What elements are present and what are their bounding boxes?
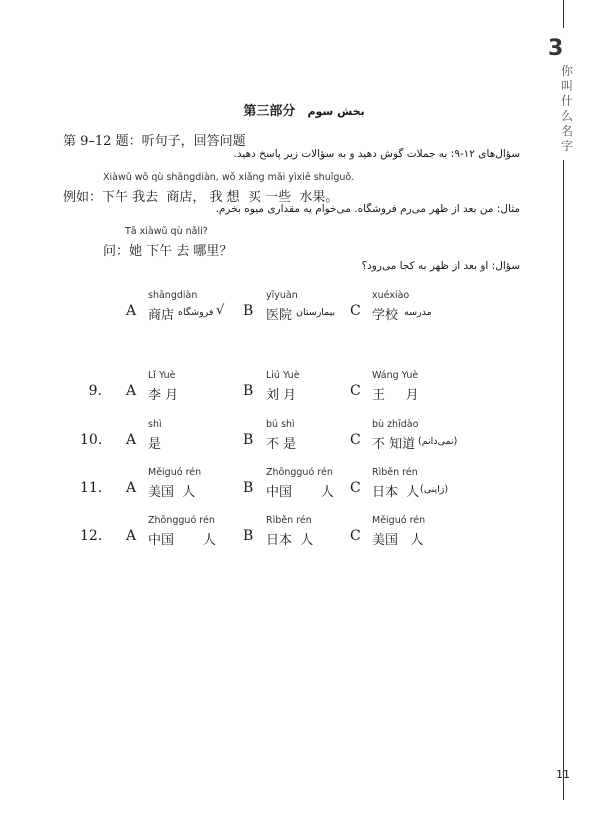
q10-a-pinyin: shì [148,419,162,430]
q12-a-pinyin: Zhōngguó rén [148,515,215,526]
q9-a-pinyin: Lǐ Yuè [148,370,176,381]
example-option-c-fa: مدرسه [404,307,432,318]
question-number: 9. [88,383,102,399]
chapter-title-char: 什 [560,94,573,108]
check-mark: √ [216,303,225,318]
section-title-fa: بخش سوم [307,105,365,118]
q11-c-zh: 日本 人 [372,485,420,500]
q11-c-fa: (ژاپنی) [420,484,449,495]
q11-a-zh: 美国 人 [148,485,196,500]
instructions-zh: 第 9–12 题：听句子，回答问题 [63,134,246,149]
example-option-b-pinyin: yīyuàn [266,290,298,301]
q10-c-zh: 不 知道 [372,437,416,452]
section-heading [0,100,608,119]
example-option-c-zh: 学校 [372,308,399,323]
question-number: 10. [80,432,103,448]
chapter-title-char: 么 [560,109,573,123]
q9-a-zh: 李 月 [148,388,179,403]
example-option-b-fa: بیمارستان [296,307,336,318]
q10-c-pinyin: bù zhīdào [372,419,419,430]
example-question-pinyin: Tā xiàwǔ qù nǎli? [125,226,208,237]
chapter-title-char: 叫 [560,79,573,93]
q12-b-pinyin: Rìběn rén [266,515,312,526]
q10-c-letter: C [350,432,361,448]
example-fa: مثال: من بعد از ظهر می‌رم فروشگاه. می‌خوام یه مقداری میوه بخرم. [215,203,520,215]
q11-c-pinyin: Rìběn rén [372,467,418,478]
q9-c-letter: C [350,383,361,399]
chapter-title-char: 名 [560,124,573,138]
q11-b-letter: B [243,480,254,496]
q11-b-zh: 中国 人 [266,485,334,500]
q10-c-fa: (نمی‌دانم) [418,436,458,447]
q11-a-pinyin: Měiguó rén [148,467,202,478]
question-number: 12. [80,528,103,544]
example-option-c-pinyin: xuéxiào [372,290,410,301]
example-pinyin: Xiàwǔ wǒ qù shāngdiàn, wǒ xiǎng mǎi yìxiē shuǐguǒ. [103,172,355,183]
page-number: 11 [556,768,570,781]
q9-b-zh: 刘 月 [266,388,297,403]
q11-a-letter: A [126,480,137,496]
q12-b-zh: 日本 人 [266,533,314,548]
q12-a-letter: A [126,528,137,544]
q11-c-letter: C [350,480,361,496]
q9-c-pinyin: Wáng Yuè [372,370,419,381]
instructions-fa: سؤال‌های ۱۲-۹: به جملات گوش دهید و به سؤالات زیر پاسخ دهید. [233,148,520,160]
example-question-zh: 她 下午 去 哪里？ [129,244,233,259]
q9-a-letter: A [126,383,137,399]
example-option-c-letter: C [350,303,361,319]
chapter-number: 3 [548,36,564,61]
q12-c-zh: 美国 人 [372,533,424,548]
question-number: 11. [80,480,103,496]
example-question-label: 问： [103,244,130,259]
example-option-a-fa: فروشگاه [178,307,214,318]
example-question [103,240,232,259]
q12-a-zh: 中国 人 [148,533,216,548]
chapter-title-char: 你 [560,64,573,78]
q10-a-letter: A [126,432,137,448]
q12-c-pinyin: Měiguó rén [372,515,426,526]
q10-b-pinyin: bú shì [266,419,295,430]
side-rule-bottom [563,160,564,800]
section-title-zh: 第三部分 [243,104,296,119]
q10-b-zh: 不 是 [266,437,297,452]
q12-b-letter: B [243,528,254,544]
example-option-a-letter: A [126,303,137,319]
example-option-a-zh: 商店 [148,308,175,323]
example-question-fa: سؤال: او بعد از ظهر به کجا می‌رود؟ [361,260,520,272]
q10-a-zh: 是 [148,437,162,452]
example-option-b-zh: 医院 [266,308,293,323]
example-label: 例如： [63,190,103,205]
chapter-title-char: 字 [560,139,573,153]
q9-b-letter: B [243,383,254,399]
q9-b-pinyin: Liú Yuè [266,370,300,381]
q11-b-pinyin: Zhōngguó rén [266,467,333,478]
example-option-a-pinyin: shāngdiàn [148,290,198,301]
example-zh: 下午 我去 商店， 我 想 买 一些 水果。 [102,190,339,205]
side-rule-top [563,0,564,28]
q9-c-zh: 王 月 [372,388,419,403]
q12-c-letter: C [350,528,361,544]
q10-b-letter: B [243,432,254,448]
example-option-b-letter: B [243,303,254,319]
